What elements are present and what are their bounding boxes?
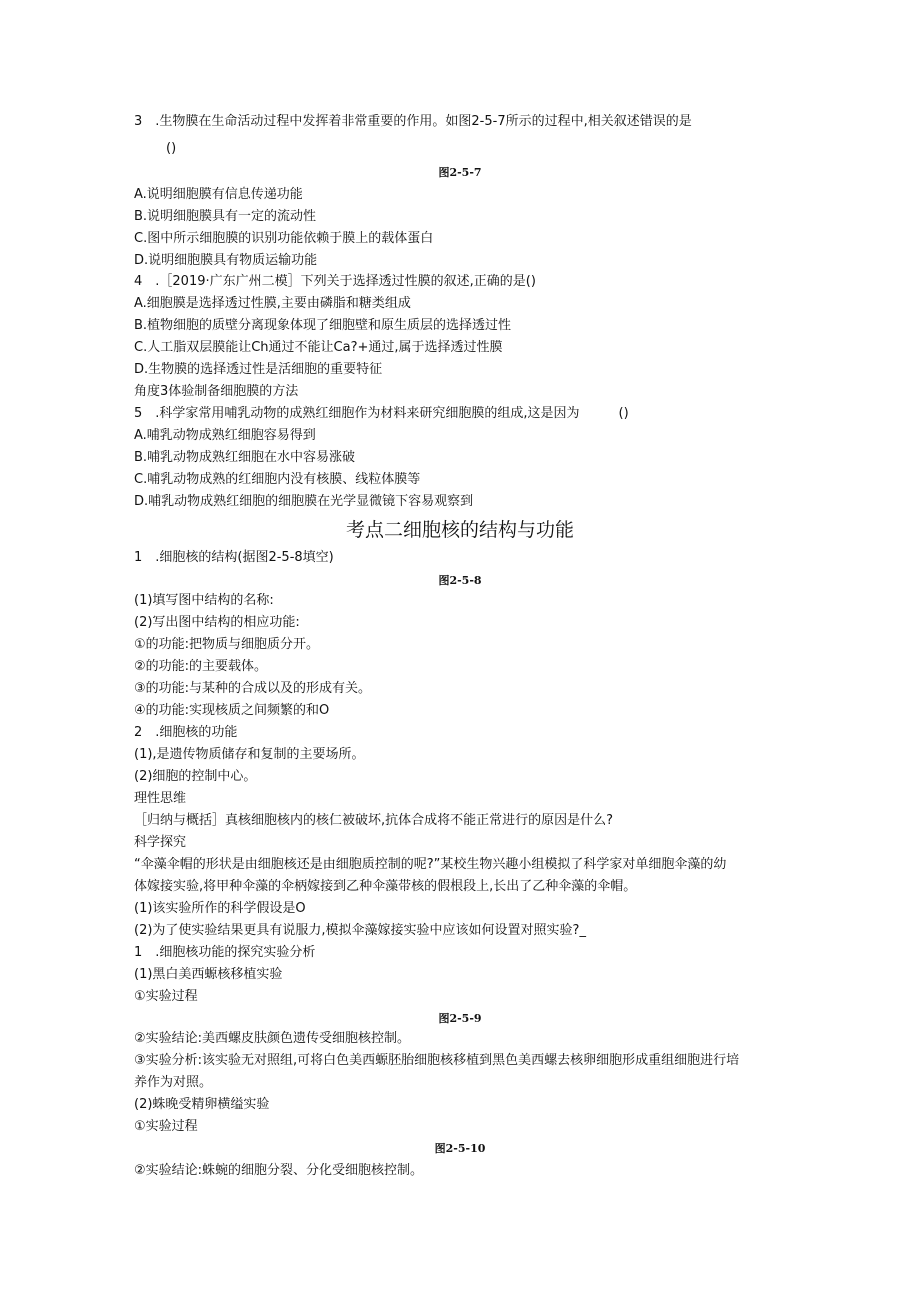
q4-option-c: C.人工脂双层膜能让Ch通过不能让Ca?+通过,属于选择透过性膜: [134, 340, 503, 355]
section-title: 考点二细胞核的结构与功能: [345, 519, 574, 541]
q3-stem: 3 .生物膜在生命活动过程中发挥着非常重要的作用。如图2-5-7所示的过程中,相关叙述错误的是: [134, 114, 692, 129]
text-line: (1),是遗传物质储存和复制的主要场所。: [134, 747, 365, 762]
text-line: ④的功能:实现核质之间频繁的和O: [134, 703, 330, 718]
experiment-analysis-item: 1 .细胞核功能的探究实验分析: [134, 945, 316, 960]
q4-option-a: A.细胞膜是选择透过性膜,主要由磷脂和糖类组成: [134, 296, 411, 311]
subsection-heading: 角度3体验制备细胞膜的方法: [134, 384, 299, 399]
text-line: (2)蛛晚受精卵横缢实验: [134, 1097, 270, 1112]
nucleus-structure-item: 1 .细胞核的结构(据图2-5-8填空): [134, 550, 334, 565]
q5-option-d: D.哺乳动物成熟红细胞的细胞膜在光学显微镜下容易观察到: [134, 494, 474, 509]
figure-caption: 图2-5-10: [434, 1142, 486, 1155]
text-line: ①实验过程: [134, 1119, 198, 1134]
figure-caption: 图2-5-8: [438, 574, 482, 587]
text-line: ①实验过程: [134, 989, 198, 1004]
text-line: ②的功能:的主要载体。: [134, 659, 268, 674]
text-line: ［归纳与概括］真核细胞核内的核仁被破坏,抗体合成将不能正常进行的原因是什么?: [134, 813, 614, 828]
text-line: (1)黑白美西螈核移植实验: [134, 967, 283, 982]
text-line: ③实验分析:该实验无对照组,可将白色美西螈胚胎细胞核移植到黑色美西螺去核卵细胞形成重组细胞进行培: [134, 1053, 740, 1068]
text-line: (1)填写图中结构的名称:: [134, 593, 274, 608]
q3-option-c: C.图中所示细胞膜的识别功能依赖于膜上的载体蛋白: [134, 231, 434, 246]
q3-option-b: B.说明细胞膜具有一定的流动性: [134, 209, 317, 224]
figure-caption: 图2-5-7: [438, 166, 482, 179]
text-line: (1)该实验所作的科学假设是O: [134, 901, 306, 916]
text-line: 体嫁接实验,将甲种伞藻的伞柄嫁接到乙种伞藻带核的假根段上,长出了乙种伞藻的伞帽。: [134, 879, 637, 894]
q5-option-b: B.哺乳动物成熟红细胞在水中容易涨破: [134, 450, 356, 465]
q5-option-c: C.哺乳动物成熟的红细胞内没有核膜、线粒体膜等: [134, 472, 421, 487]
q5-stem: 5 .科学家常用哺乳动物的成熟红细胞作为材料来研究细胞膜的组成,这是因为 (): [134, 406, 629, 421]
text-line: ①的功能:把物质与细胞质分开。: [134, 637, 320, 652]
q4-option-d: D.生物膜的选择透过性是活细胞的重要特征: [134, 362, 383, 377]
text-line: (2)写出图中结构的相应功能:: [134, 615, 300, 630]
text-line: (2)为了使实验结果更具有说服力,模拟伞藻嫁接实验中应该如何设置对照实验?_: [134, 923, 586, 938]
text-line: (2)细胞的控制中心。: [134, 769, 257, 784]
q3-option-a: A.说明细胞膜有信息传递功能: [134, 187, 303, 202]
nucleus-function-item: 2 .细胞核的功能: [134, 725, 238, 740]
heading-scientific-inquiry: 科学探究: [134, 835, 187, 850]
heading-rational-thinking: 理性思维: [134, 791, 187, 806]
q3-answer-paren: (): [166, 141, 177, 156]
text-line: “伞藻伞帽的形状是由细胞核还是由细胞质控制的呢?”某校生物兴趣小组模拟了科学家对单细胞伞藻的幼: [134, 857, 727, 872]
q5-option-a: A.哺乳动物成熟红细胞容易得到: [134, 428, 316, 443]
text-line: ③的功能:与某种的合成以及的形成有关。: [134, 681, 372, 696]
text-line: ②实验结论:蛛蜿的细胞分裂、分化受细胞核控制。: [134, 1163, 424, 1178]
q3-option-d: D.说明细胞膜具有物质运输功能: [134, 253, 318, 268]
q4-stem: 4 .［2019·广东广州二模］下列关于选择透过性膜的叙述,正确的是(): [134, 274, 536, 289]
text-line: 养作为对照。: [134, 1075, 213, 1090]
q4-option-b: B.植物细胞的质壁分离现象体现了细胞壁和原生质层的选择透过性: [134, 318, 512, 333]
text-line: ②实验结论:美西螺皮肤颜色遗传受细胞核控制。: [134, 1031, 411, 1046]
figure-caption: 图2-5-9: [438, 1012, 482, 1025]
